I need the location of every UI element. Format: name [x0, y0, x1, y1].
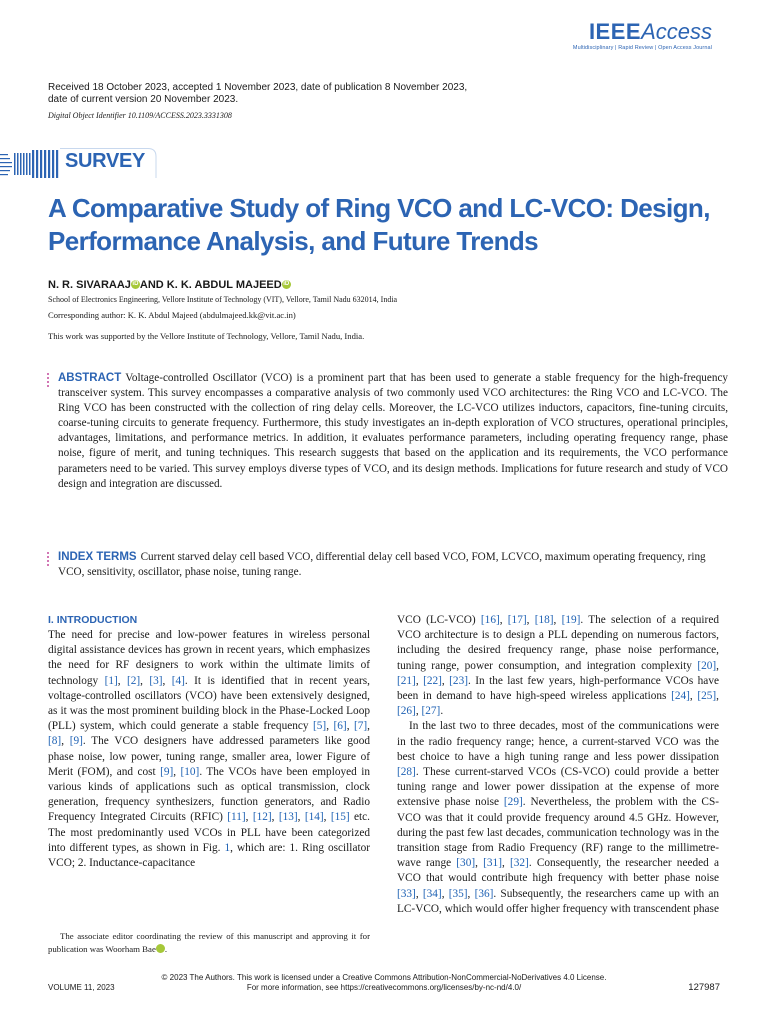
citation-link[interactable]: [22]	[423, 674, 442, 687]
abstract-label: ABSTRACT	[58, 372, 122, 384]
intro-paragraph-2: In the last two to three decades, most of the communications were in the radio frequency range; hence, a current-starved VCO was the best choice to have a high tuning range and less power dissipation [28]. These current-starved VCOs (CS-VCO) could provide a better tuning range and lower power dissipation at the expense of more extensive phase noise [29]. Nevertheless, the problem with the CS-VCO was that it could provide frequency around 4.5 GHz. However, during the past few last decades, communication technology was in the transition stage from Radio Frequency (RF) range to the millimetre-wave range [30], [31], [32]. Consequently, the researcher needed a VCO that would contribute high frequency with better phase noise [33], [34], [35], [36]. Subsequently, the researchers came up with an LC-VCO, which would offer higher frequency with transcendent phase	[397, 720, 720, 915]
doi: Digital Object Identifier 10.1109/ACCESS.2023.3331308	[48, 111, 232, 120]
text-run: The need for precise and low-power features in wireless personal digital assistance devices has grown in recent years, which emphasizes the need for RF designers to work within the ultimate limits of technology	[48, 629, 370, 687]
citation-link[interactable]: [17]	[507, 614, 527, 626]
abstract-text: Voltage-controlled Oscillator (VCO) is a prominent part that has been used to generate a stable frequency for the high-frequency transceiver system. This survey encompasses a comparative analysis of two commonly used VCO architectures: the Ring VCO and LC-VCO. The Ring VCO has been constructed with the collection of ring delay cells. Moreover, the LC-VCO utilizes inductors, capacitors, fine-tuning circuits, coarse-tuning circuits to generate frequency. Furthermore, this study investigates an in-depth exploration of VCO structures, operational principles, advantages, limitations, and performance metrics. In addition, it evaluates performance parameters, including operating frequency range, phase noise, figure of merit, and tuning techniques. This research suggests that based on the application and its requirements, the VCO performance parameters need to be varied. This survey employs diverse types of VCO, and its design methods. Implications for future research and study of VCO design and integration are discussed.	[58, 372, 728, 490]
citation-link[interactable]: [28]	[397, 766, 416, 779]
affiliation: School of Electronics Engineering, Vellore Institute of Technology (VIT), Vellore, Tamil Nadu 632014, India	[48, 295, 398, 304]
text-run: . Subsequently, the researchers came up with an LC-VCO, which would offer higher frequency with transcendent phase	[397, 887, 720, 915]
index-terms-label: INDEX TERMS	[58, 551, 137, 563]
body-left-column	[48, 613, 370, 871]
citation-link[interactable]: [29]	[503, 796, 523, 809]
citation-link[interactable]: [26]	[397, 705, 416, 718]
text-run: . These current-starved VCOs (CS-VCO) could provide a better tuning range and lower power dissipation at the expense of more extensive phase noise	[397, 766, 719, 809]
citation-link[interactable]: [4]	[171, 674, 185, 687]
figure-link[interactable]: 1	[224, 841, 231, 854]
citation-link[interactable]: [7]	[353, 720, 368, 733]
citation-link[interactable]: [32]	[509, 857, 529, 870]
citation-link[interactable]: [14]	[304, 811, 324, 824]
citation-link[interactable]: [5]	[313, 720, 327, 733]
citation-link[interactable]: [13]	[278, 811, 298, 824]
section-heading-introduction: I. INTRODUCTION	[48, 614, 138, 626]
citation-link[interactable]: [25]	[697, 690, 717, 703]
citation-link[interactable]: [27]	[421, 705, 441, 718]
text-run: .	[440, 705, 444, 718]
citation-link[interactable]: [33]	[397, 887, 416, 900]
body-right-column	[397, 613, 719, 917]
survey-badge-label: SURVEY	[65, 150, 146, 172]
volume-label: VOLUME 11, 2023	[48, 983, 115, 992]
citation-link[interactable]: [30]	[456, 857, 476, 870]
citation-link[interactable]: [8]	[48, 735, 62, 748]
citation-link[interactable]: [6]	[333, 720, 347, 733]
citation-link[interactable]: [18]	[534, 614, 554, 626]
index-terms-dots-icon	[47, 552, 51, 568]
text-run: VCO (LC-VCO)	[397, 614, 481, 626]
text-run: . The VCOs have been employed in various kinds of applications such as optical transmission, clock generation, frequency synthesizers, function generators, and Radio Frequency Integrated Circuits (RFIC)	[48, 765, 370, 824]
orcid-icon[interactable]: iD	[132, 281, 139, 287]
citation-link[interactable]: [24]	[671, 690, 690, 703]
citation-link[interactable]: [11]	[227, 811, 246, 824]
citation-link[interactable]: [36]	[474, 887, 494, 900]
citation-link[interactable]: [3]	[149, 674, 163, 687]
author-2: AND K. K. ABDUL MAJEED	[139, 279, 282, 291]
text-run: . Nevertheless, the problem with the CS-VCO was that it could provide frequency around 4.5 GHz. However, during the past few last decades, communication technology was in the transition stage from Radio Frequency (RF) range to the millimetre-wave range	[397, 796, 719, 870]
citation-link[interactable]: [20]	[697, 659, 717, 672]
citation-link[interactable]: [9]	[69, 735, 83, 748]
text-run: . The selection of a required VCO architecture is to design a PLL depending on numerous factors, including the desired frequency range, phase noise performance, tuning range, power consumption, and integration complexity	[397, 614, 719, 672]
paper-title: A Comparative Study of Ring VCO and LC-VCO: Design, Performance Analysis, and Future Trends	[48, 193, 710, 256]
received-dates: Received 18 October 2023, accepted 1 November 2023, date of publication 8 November 2023, date of current version 20 November 2023.	[48, 82, 468, 105]
text-run: . Consequently, the researcher needed a VCO that would contribute high frequency with better phase noise	[397, 857, 719, 885]
citation-link[interactable]: [19]	[561, 614, 581, 626]
text-run: . It is identified that in recent years, voltage-controlled oscillators (VCO) have been extensively designed, as it was the most prominent building block in the Phase-Locked Loop (PLL) system, which could generate a stable frequency	[48, 674, 371, 733]
index-terms-text: Current starved delay cell based VCO, differential delay cell based VCO, FOM, LCVCO, maximum operating frequency, ring VCO, sensitivity, oscillator, phase noise, tuning range.	[58, 551, 706, 579]
license-notice	[0, 973, 768, 993]
citation-link[interactable]: [21]	[397, 674, 416, 687]
citation-link[interactable]: [23]	[449, 674, 468, 687]
orcid-icon[interactable]: iD	[156, 944, 165, 953]
journal-logo	[573, 20, 712, 51]
logo-access: Access	[641, 19, 712, 44]
citation-link[interactable]: [34]	[422, 887, 442, 900]
author-1: N. R. SIVARAAJ	[48, 279, 131, 291]
citation-link[interactable]: [10]	[180, 765, 200, 778]
text-run: In the last two to three decades, most of the communications were in the radio frequency range; hence, a current-starved VCO was the best choice to have a high tuning range and less power dissipation	[397, 720, 719, 763]
page-number: 127987	[688, 982, 720, 993]
abstract	[58, 371, 728, 492]
citation-link[interactable]: [2]	[126, 674, 141, 687]
author-line	[48, 279, 291, 291]
orcid-icon[interactable]: iD	[283, 281, 290, 287]
index-terms	[58, 550, 728, 580]
text-run: . In the last few years, high-performance VCOs have been in demand to have high-speed wireless applications	[397, 674, 719, 703]
funding-note: This work was supported by the Vellore Institute of Technology, Vellore, Tamil Nadu, India.	[48, 331, 365, 341]
corresponding-author: Corresponding author: K. K. Abdul Majeed (abdulmajeed.kk@vit.ac.in)	[48, 310, 296, 320]
citation-link[interactable]: [12]	[252, 811, 272, 824]
intro-paragraph-1-cont: VCO (LC-VCO) [16], [17], [18], [19]. The selection of a required VCO architecture is to design a PLL depending on numerous factors, including the desired frequency range, phase noise performance, tuning range, power consumption, and integration complexity [20], [21], [22], [23]. In the last few years, high-performance VCOs have been in demand to have high-speed wireless applications [24], [25], [26], [27].	[397, 614, 719, 718]
logo-ieee: IEEE	[588, 19, 642, 44]
editor-footnote	[48, 930, 370, 955]
citation-link[interactable]: [16]	[480, 614, 500, 626]
footnote-end: .	[164, 943, 168, 954]
citation-link[interactable]: [31]	[483, 857, 502, 870]
intro-paragraph-1: The need for precise and low-power features in wireless personal digital assistance devices has grown in recent years, which emphasizes the need for RF designers to work within the ultimate limits of technology [1], [2], [3], [4]. It is identified that in recent years, voltage-controlled oscillators (VCO) have been extensively designed, as it was the most prominent building block in the Phase-Locked Loop (PLL) system, which could generate a stable frequency [5], [6], [7], [8], [9]. The VCO designers have addressed parameters like good phase noise, low power, tuning range, smaller area, lower Figure of Merit (FOM), and cost [9], [10]. The VCOs have been employed in various kinds of applications such as optical transmission, clock generation, frequency synthesizers, function generators, and Radio Frequency Integrated Circuits (RFIC) [11], [12], [13], [14], [15] etc. The most predominantly used VCOs in PLL have been categorized into different types, as shown in Fig. 1, which are: 1. Ring oscillator VCO; 2. Inductance-capacitance	[48, 629, 371, 870]
license-line-1: © 2023 The Authors. This work is licensed under a Creative Commons Attribution-NonCommercial-NoDerivatives 4.0 License.	[161, 973, 607, 982]
citation-link[interactable]: [9]	[160, 765, 174, 778]
footnote-text: The associate editor coordinating the review of this manuscript and approving it for publication was Woorham Bae	[48, 931, 370, 954]
logo-tagline: Multidisciplinary | Rapid Review | Open Access Journal	[572, 45, 712, 51]
citation-link[interactable]: [1]	[104, 674, 118, 687]
abstract-dots-icon	[47, 373, 51, 389]
citation-link[interactable]: [35]	[448, 887, 468, 900]
text-run: etc. The most predominantly used VCOs in PLL have been categorized into different types, as shown in Fig.	[48, 811, 370, 854]
text-run: , which are: 1. Ring oscillator VCO; 2. Inductance-capacitance	[48, 841, 371, 870]
text-run: . The VCO designers have addressed parameters like good phase noise, low power, tuning range, smaller area, lower Figure of Merit (FOM), and cost	[48, 735, 370, 778]
citation-link[interactable]: [15]	[330, 811, 350, 824]
license-line-2[interactable]: For more information, see https://creativecommons.org/licenses/by-nc-nd/4.0/	[246, 983, 522, 992]
